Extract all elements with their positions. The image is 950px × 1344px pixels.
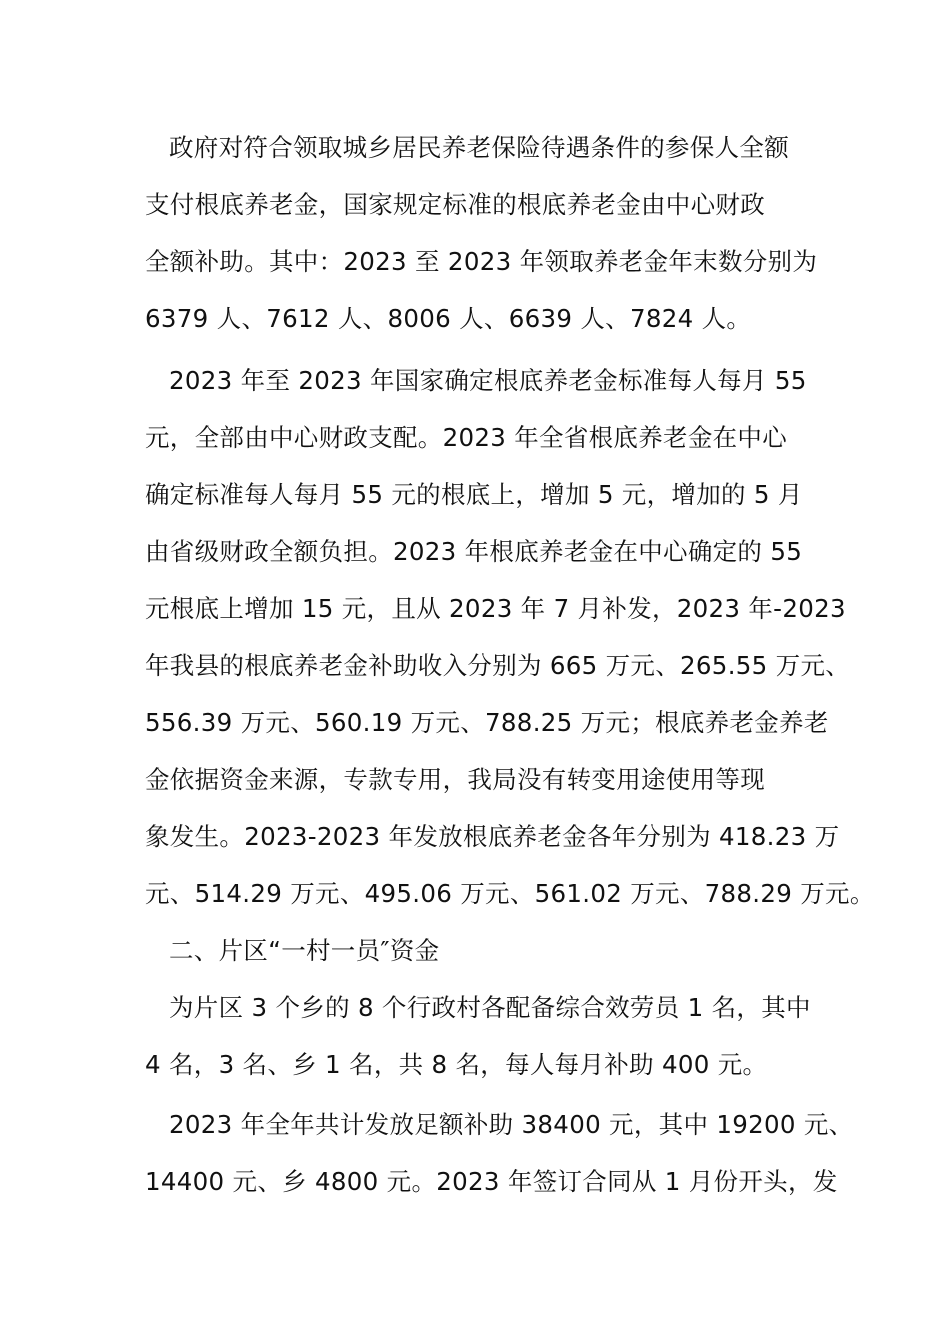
paragraph-3-line-2: 4 名，3 名、乡 1 名，共 8 名，每人每月补助 400 元。 (145, 1050, 768, 1079)
paragraph-2-line-8: 金依据资金来源，专款专用，我局没有转变用途使用等现 (145, 765, 765, 794)
paragraph-2-line-3: 确定标准每人每月 55 元的根底上，增加 5 元，增加的 5 月 (145, 480, 803, 509)
paragraph-2-line-9: 象发生。2023-2023 年发放根底养老金各年分别为 418.23 万 (145, 822, 840, 851)
paragraph-2-line-7: 556.39 万元、560.19 万元、788.25 万元；根底养老金养老 (145, 708, 829, 737)
paragraph-2-line-5: 元根底上增加 15 元，且从 2023 年 7 月补发，2023 年-2023 (145, 594, 846, 623)
paragraph-2-line-6: 年我县的根底养老金补助收入分别为 665 万元、265.55 万元、 (145, 651, 851, 680)
paragraph-2-line-2: 元，全部由中心财政支配。2023 年全省根底养老金在中心 (145, 423, 788, 452)
paragraph-2-line-4: 由省级财政全额负担。2023 年根底养老金在中心确定的 55 (145, 537, 803, 566)
section-heading: 二、片区“一村一员″资金 (169, 936, 440, 965)
paragraph-1-line-2: 支付根底养老金，国家规定标准的根底养老金由中心财政 (145, 190, 765, 219)
paragraph-1-line-4: 6379 人、7612 人、8006 人、6639 人、7824 人。 (145, 304, 752, 333)
paragraph-4-line-1: 2023 年全年共计发放足额补助 38400 元，其中 19200 元、 (169, 1110, 854, 1139)
paragraph-2-line-10: 元、514.29 万元、495.06 万元、561.02 万元、788.29 万元。 (145, 879, 875, 908)
paragraph-2-line-1: 2023 年至 2023 年国家确定根底养老金标准每人每月 55 (169, 366, 807, 395)
paragraph-1-line-1: 政府对符合领取城乡居民养老保险待遇条件的参保人全额 (169, 133, 789, 162)
paragraph-4-line-2: 14400 元、乡 4800 元。2023 年签订合同从 1 月份开头，发 (145, 1167, 838, 1196)
paragraph-1-line-3: 全额补助。其中：2023 至 2023 年领取养老金年末数分别为 (145, 247, 818, 276)
paragraph-3-line-1: 为片区 3 个乡的 8 个行政村各配备综合效劳员 1 名，其中 (169, 993, 811, 1022)
